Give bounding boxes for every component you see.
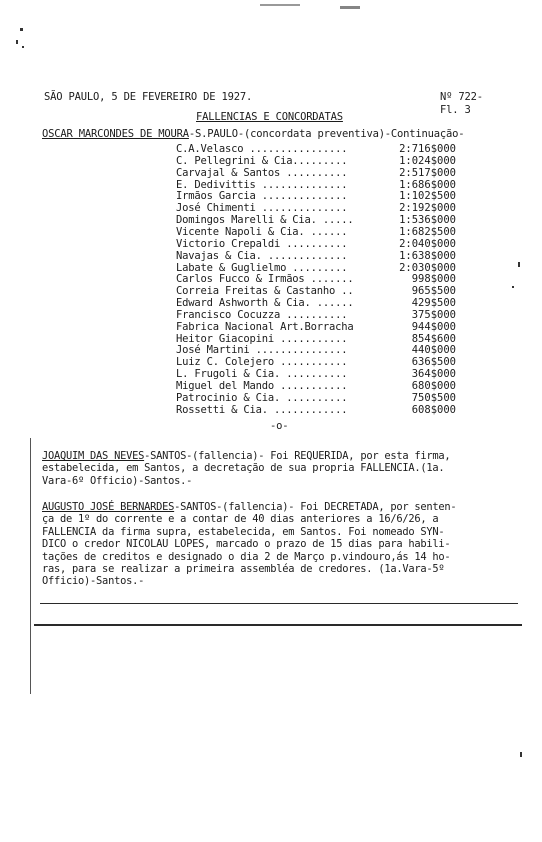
scan-speck bbox=[518, 262, 520, 267]
creditor-name: Heitor Giacopini ........... bbox=[176, 332, 348, 345]
creditor-name: C. Pellegrini & Cia......... bbox=[176, 154, 348, 167]
case-heading-rest: -S.PAULO-(concordata preventiva)-Continuação- bbox=[188, 128, 465, 140]
creditor-amount: 1:536$000 bbox=[399, 214, 456, 227]
scan-speck bbox=[22, 46, 24, 48]
creditor-amount: 636$500 bbox=[411, 356, 456, 369]
case-name: AUGUSTO JOSÉ BERNARDES bbox=[42, 501, 175, 513]
creditor-name: Domingos Marelli & Cia. ..... bbox=[176, 214, 354, 227]
creditor-amount: 965$500 bbox=[411, 285, 456, 298]
creditor-name: Francisco Cocuzza .......... bbox=[176, 308, 348, 321]
creditor-name: Victorio Crepaldi .......... bbox=[176, 237, 348, 250]
document-date: SÃO PAULO, 5 DE FEVEREIRO DE 1927. bbox=[44, 91, 253, 103]
creditor-amount: 1:024$000 bbox=[399, 154, 456, 167]
creditor-name: Correia Freitas & Castanho .. bbox=[176, 285, 354, 298]
sheet-number: Fl. 3 bbox=[440, 104, 471, 116]
case-text: -SANTOS-(fallencia)- Foi DECRETADA, por senten- ça de 1º do corrente e a contar de 40 dias anteriores a 16/6/26, a FALLENCIA da firma supra, estabelecida, em Santos. Foi nomeado SYN- DICO o credor NICOLAU LOPES, marcado o prazo de 15 dias para habili- tações de creditos e designado o dia 2 de Março p.vindouro,ás 14 ho- ras, para se realizar a primeira assembléa de credores. (1a.Vara-5º Officio)-Santos.- bbox=[42, 501, 457, 588]
creditor-name: Edward Ashworth & Cia. ...... bbox=[176, 297, 354, 310]
creditor-amount: 608$000 bbox=[411, 403, 456, 416]
creditor-name: Carlos Fucco & Irmãos ....... bbox=[176, 273, 354, 286]
creditor-name: Labate & Guglielmo ......... bbox=[176, 261, 348, 274]
creditor-amount: 944$000 bbox=[411, 320, 456, 333]
creditor-name: Rossetti & Cia. ............ bbox=[176, 403, 348, 416]
case-paragraph-augusto bbox=[42, 501, 532, 588]
creditor-amount: 2:716$000 bbox=[399, 143, 456, 155]
creditor-name: Fabrica Nacional Art.Borracha bbox=[176, 320, 354, 333]
creditor-name: C.A.Velasco ................ bbox=[176, 143, 348, 155]
page-bottom-rule bbox=[34, 624, 522, 626]
creditor-name: José Chimenti .............. bbox=[176, 202, 348, 215]
creditor-name: E. Dedivittis .............. bbox=[176, 178, 348, 191]
creditor-amount: 1:638$000 bbox=[399, 249, 456, 262]
creditor-name: José Martini ............... bbox=[176, 344, 348, 357]
scan-speck bbox=[340, 6, 360, 9]
scan-speck bbox=[16, 40, 18, 44]
creditor-amount: 364$000 bbox=[411, 368, 456, 381]
scan-speck bbox=[512, 286, 514, 288]
scan-edge-line bbox=[30, 438, 31, 694]
creditor-amount: 750$500 bbox=[411, 391, 456, 404]
case-heading bbox=[42, 128, 464, 140]
scan-speck bbox=[20, 28, 23, 31]
creditor-amount: 2:192$000 bbox=[399, 202, 456, 215]
list-separator: -o- bbox=[270, 420, 289, 432]
document-number: Nº 722- bbox=[440, 91, 483, 103]
creditor-name: Patrocinio & Cia. .......... bbox=[176, 391, 348, 404]
creditor-name: Vicente Napoli & Cia. ...... bbox=[176, 225, 348, 238]
creditor-amount: 440$000 bbox=[411, 344, 456, 357]
creditor-amount: 429$500 bbox=[411, 297, 456, 310]
creditor-amount: 1:686$000 bbox=[399, 178, 456, 191]
creditor-amount: 2:040$000 bbox=[399, 237, 456, 250]
creditor-amount: 2:030$000 bbox=[399, 261, 456, 274]
case-paragraph-joaquim bbox=[42, 450, 532, 487]
creditor-amount: 854$600 bbox=[411, 332, 456, 345]
creditor-name: Luiz C. Colejero ........... bbox=[176, 356, 348, 369]
creditor-amount: 2:517$000 bbox=[399, 166, 456, 179]
section-title: FALLENCIAS E CONCORDATAS bbox=[196, 111, 343, 123]
creditor-amount: 998$000 bbox=[411, 273, 456, 286]
creditor-name: Miguel del Mando ........... bbox=[176, 380, 348, 392]
scan-speck bbox=[260, 4, 300, 6]
scan-speck bbox=[520, 752, 522, 757]
creditor-amount: 1:102$500 bbox=[399, 190, 456, 203]
closing-rule bbox=[40, 603, 518, 604]
case-heading-name: OSCAR MARCONDES DE MOURA bbox=[42, 128, 189, 140]
creditor-amount: 680$000 bbox=[411, 380, 456, 392]
creditor-name: Irmãos Garcia .............. bbox=[176, 190, 348, 203]
creditor-amount: 1:682$500 bbox=[399, 225, 456, 238]
creditor-name: Navajas & Cia. ............. bbox=[176, 249, 348, 262]
creditor-name: L. Frugoli & Cia. .......... bbox=[176, 368, 348, 381]
creditor-amount: 375$000 bbox=[411, 308, 456, 321]
case-name: JOAQUIM DAS NEVES bbox=[42, 450, 145, 462]
creditor-name: Carvajal & Santos .......... bbox=[176, 166, 348, 179]
case-text: -SANTOS-(fallencia)- Foi REQUERIDA, por esta firma, estabelecida, em Santos, a decretação de sua propria FALLENCIA.(1a. Vara-6º Officio)-Santos.- bbox=[42, 450, 451, 487]
